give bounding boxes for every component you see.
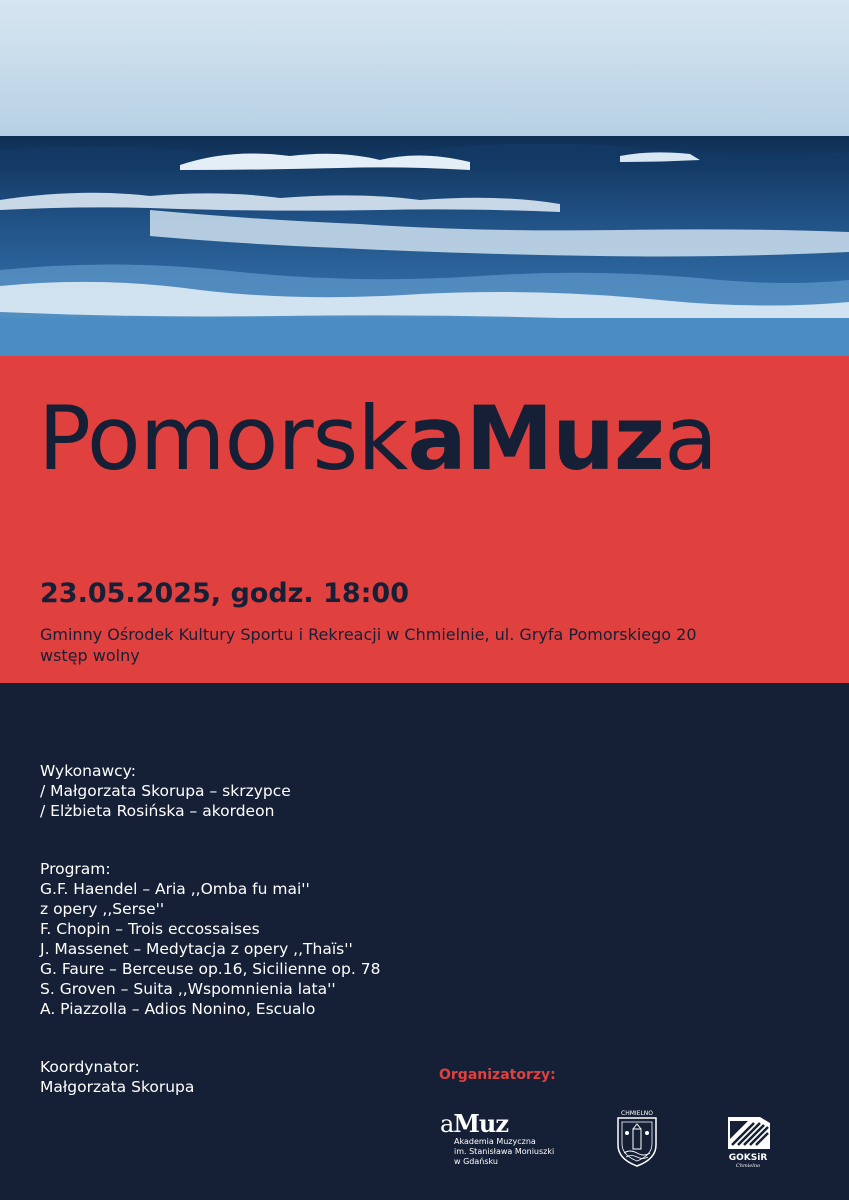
amuz-logo-mark: aMuz <box>440 1109 508 1138</box>
program-item: A. Piazzolla – Adios Nonino, Escualo <box>40 1000 316 1018</box>
chmielno-label: CHMIELNO <box>621 1110 653 1117</box>
program-heading: Program: <box>40 860 111 878</box>
event-venue: Gminny Ośrodek Kultury Sportu i Rekreacji w Chmielnie, ul. Gryfa Pomorskiego 20 <box>40 625 697 644</box>
title-regular: Pomorsk <box>38 387 408 490</box>
performers-heading: Wykonawcy: <box>40 762 136 780</box>
performer-item: / Elżbieta Rosińska – akordeon <box>40 802 275 820</box>
poster-title <box>38 386 717 492</box>
amuz-logo-text: Akademia Muzyczna im. Stanisława Moniuszki w Gdańsku <box>454 1137 555 1166</box>
program-item: G. Faure – Berceuse op.16, Sicilienne op. 78 <box>40 960 381 978</box>
performers-section <box>40 761 291 821</box>
title-bold: aMuz <box>407 387 665 490</box>
program-item: G.F. Haendel – Aria ,,Omba fu mai'' <box>40 880 310 898</box>
event-admission: wstęp wolny <box>40 646 140 665</box>
amuz-logo <box>440 1111 580 1175</box>
coordinator-name: Małgorzata Skorupa <box>40 1078 195 1096</box>
program-item: S. Groven – Suita ,,Wspomnienia lata'' <box>40 980 336 998</box>
chmielno-crest-icon <box>614 1109 660 1169</box>
sea-photo <box>0 0 849 356</box>
event-datetime: 23.05.2025, godz. 18:00 <box>40 578 409 609</box>
program-section <box>40 859 380 1019</box>
program-item: z opery ,,Serse'' <box>40 900 165 918</box>
performer-item: / Małgorzata Skorupa – skrzypce <box>40 782 291 800</box>
coordinator-heading: Koordynator: <box>40 1058 140 1076</box>
goksir-sublabel: Chmielno <box>735 1163 761 1169</box>
title-suffix: a <box>664 387 718 490</box>
coordinator-section <box>40 1057 194 1097</box>
organizers-label: Organizatorzy: <box>439 1067 556 1083</box>
goksir-logo-icon <box>724 1113 774 1169</box>
program-item: J. Massenet – Medytacja z opery ,,Thaïs'' <box>40 940 353 958</box>
event-venue-block <box>40 624 697 666</box>
goksir-label: GOKSiR <box>728 1153 768 1163</box>
program-item: F. Chopin – Trois eccossaises <box>40 920 260 938</box>
details-panel <box>0 683 849 1200</box>
